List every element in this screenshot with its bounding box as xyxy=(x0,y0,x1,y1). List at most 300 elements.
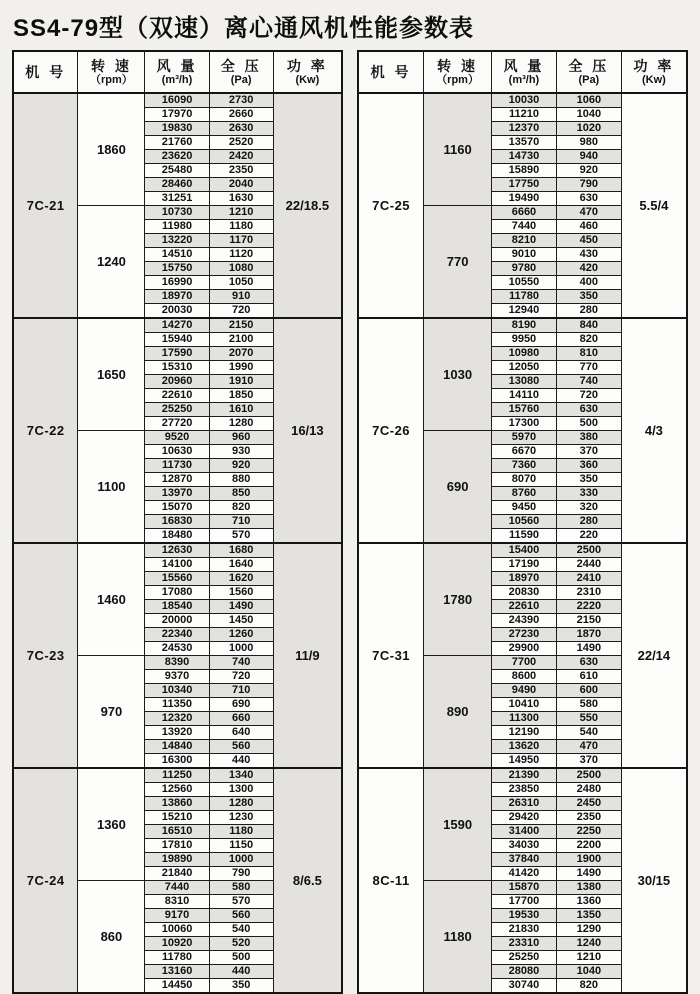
pressure-cell: 1150 xyxy=(209,839,273,853)
flow-cell: 13160 xyxy=(145,965,209,979)
col-header-pressure xyxy=(556,51,621,93)
flow-cell: 10730 xyxy=(145,206,209,220)
pressure-cell: 370 xyxy=(556,445,621,459)
pressure-cell: 1260 xyxy=(209,628,273,642)
flow-cell: 15400 xyxy=(492,543,557,558)
flow-cell: 17970 xyxy=(145,108,209,122)
rpm-cell: 1100 xyxy=(78,431,145,544)
model-cell: 7C-24 xyxy=(13,768,78,993)
flow-cell: 22610 xyxy=(492,600,557,614)
flow-cell: 7440 xyxy=(145,881,209,895)
rpm-cell: 970 xyxy=(78,656,145,769)
flow-cell: 25480 xyxy=(145,164,209,178)
flow-cell: 14730 xyxy=(492,150,557,164)
pressure-cell: 2440 xyxy=(556,558,621,572)
flow-cell: 13570 xyxy=(492,136,557,150)
pressure-cell: 2220 xyxy=(556,600,621,614)
pressure-cell: 1560 xyxy=(209,586,273,600)
model-cell: 7C-21 xyxy=(13,93,78,318)
flow-cell: 19890 xyxy=(145,853,209,867)
flow-cell: 21390 xyxy=(492,768,557,783)
col-header-rpm xyxy=(424,51,492,93)
flow-cell: 8760 xyxy=(492,487,557,501)
rpm-cell: 890 xyxy=(424,656,492,769)
col-header-pressure xyxy=(209,51,273,93)
flow-cell: 15760 xyxy=(492,403,557,417)
pressure-cell: 400 xyxy=(556,276,621,290)
pressure-cell: 2500 xyxy=(556,543,621,558)
flow-cell: 6660 xyxy=(492,206,557,220)
rpm-cell: 1030 xyxy=(424,318,492,431)
pressure-cell: 850 xyxy=(209,487,273,501)
pressure-cell: 1080 xyxy=(209,262,273,276)
flow-cell: 12940 xyxy=(492,304,557,319)
pressure-cell: 2350 xyxy=(209,164,273,178)
flow-cell: 41420 xyxy=(492,867,557,881)
pressure-cell: 460 xyxy=(556,220,621,234)
rpm-cell: 1460 xyxy=(78,543,145,656)
flow-cell: 10550 xyxy=(492,276,557,290)
model-cell: 7C-26 xyxy=(358,318,424,543)
flow-cell: 18970 xyxy=(145,290,209,304)
rpm-cell: 690 xyxy=(424,431,492,544)
pressure-cell: 350 xyxy=(209,979,273,994)
flow-cell: 16990 xyxy=(145,276,209,290)
flow-cell: 24390 xyxy=(492,614,557,628)
tables-container xyxy=(0,50,700,994)
power-cell: 22/14 xyxy=(621,543,687,768)
pressure-cell: 1210 xyxy=(556,951,621,965)
flow-cell: 24530 xyxy=(145,642,209,656)
model-cell: 7C-25 xyxy=(358,93,424,318)
col-header-flow-unit: (m³/h) xyxy=(508,74,540,86)
flow-cell: 10980 xyxy=(492,347,557,361)
col-header-flow-label: 风 量 xyxy=(503,58,545,74)
pressure-cell: 380 xyxy=(556,431,621,445)
flow-cell: 9520 xyxy=(145,431,209,445)
pressure-cell: 470 xyxy=(556,740,621,754)
flow-cell: 6670 xyxy=(492,445,557,459)
pressure-cell: 500 xyxy=(209,951,273,965)
pressure-cell: 2500 xyxy=(556,768,621,783)
pressure-cell: 1490 xyxy=(556,642,621,656)
col-header-rpm-unit: （rpm） xyxy=(90,74,133,86)
flow-cell: 11590 xyxy=(492,529,557,544)
flow-cell: 10560 xyxy=(492,515,557,529)
flow-cell: 18970 xyxy=(492,572,557,586)
flow-cell: 7360 xyxy=(492,459,557,473)
pressure-cell: 2100 xyxy=(209,333,273,347)
flow-cell: 14110 xyxy=(492,389,557,403)
pressure-cell: 1210 xyxy=(209,206,273,220)
flow-cell: 17080 xyxy=(145,586,209,600)
flow-cell: 12050 xyxy=(492,361,557,375)
flow-cell: 11300 xyxy=(492,712,557,726)
flow-cell: 20030 xyxy=(145,304,209,319)
flow-cell: 20000 xyxy=(145,614,209,628)
col-header-flow-label: 风 量 xyxy=(156,58,198,74)
flow-cell: 20960 xyxy=(145,375,209,389)
power-cell: 11/9 xyxy=(273,543,342,768)
flow-cell: 26310 xyxy=(492,797,557,811)
flow-cell: 17300 xyxy=(492,417,557,431)
flow-cell: 17700 xyxy=(492,895,557,909)
pressure-cell: 2250 xyxy=(556,825,621,839)
col-header-model xyxy=(358,51,424,93)
pressure-cell: 1180 xyxy=(209,220,273,234)
flow-cell: 20830 xyxy=(492,586,557,600)
flow-cell: 9450 xyxy=(492,501,557,515)
flow-cell: 10030 xyxy=(492,93,557,108)
table-row xyxy=(13,543,342,558)
pressure-cell: 660 xyxy=(209,712,273,726)
flow-cell: 10060 xyxy=(145,923,209,937)
flow-cell: 15310 xyxy=(145,361,209,375)
col-header-model-label: 机 号 xyxy=(370,64,412,80)
pressure-cell: 1680 xyxy=(209,543,273,558)
flow-cell: 12870 xyxy=(145,473,209,487)
pressure-cell: 740 xyxy=(556,375,621,389)
flow-cell: 8390 xyxy=(145,656,209,670)
model-cell: 7C-22 xyxy=(13,318,78,543)
pressure-cell: 1240 xyxy=(556,937,621,951)
model-cell: 8C-11 xyxy=(358,768,424,993)
pressure-cell: 350 xyxy=(556,290,621,304)
pressure-cell: 2630 xyxy=(209,122,273,136)
pressure-cell: 1490 xyxy=(209,600,273,614)
pressure-cell: 1900 xyxy=(556,853,621,867)
flow-cell: 12370 xyxy=(492,122,557,136)
pressure-cell: 1020 xyxy=(556,122,621,136)
flow-cell: 9490 xyxy=(492,684,557,698)
pressure-cell: 910 xyxy=(209,290,273,304)
flow-cell: 11780 xyxy=(145,951,209,965)
pressure-cell: 810 xyxy=(556,347,621,361)
flow-cell: 27720 xyxy=(145,417,209,431)
flow-cell: 17590 xyxy=(145,347,209,361)
flow-cell: 13920 xyxy=(145,726,209,740)
pressure-cell: 2480 xyxy=(556,783,621,797)
pressure-cell: 840 xyxy=(556,318,621,333)
pressure-cell: 430 xyxy=(556,248,621,262)
col-header-model xyxy=(13,51,78,93)
flow-cell: 11780 xyxy=(492,290,557,304)
pressure-cell: 1040 xyxy=(556,965,621,979)
flow-cell: 13220 xyxy=(145,234,209,248)
flow-cell: 10630 xyxy=(145,445,209,459)
flow-cell: 16090 xyxy=(145,93,209,108)
col-header-power xyxy=(621,51,687,93)
flow-cell: 13860 xyxy=(145,797,209,811)
pressure-cell: 630 xyxy=(556,192,621,206)
col-header-rpm xyxy=(78,51,145,93)
flow-cell: 11350 xyxy=(145,698,209,712)
flow-cell: 13620 xyxy=(492,740,557,754)
rpm-cell: 1860 xyxy=(78,93,145,206)
pressure-cell: 220 xyxy=(556,529,621,544)
flow-cell: 8190 xyxy=(492,318,557,333)
flow-cell: 11210 xyxy=(492,108,557,122)
pressure-cell: 1180 xyxy=(209,825,273,839)
flow-cell: 14950 xyxy=(492,754,557,769)
pressure-cell: 2660 xyxy=(209,108,273,122)
col-header-pressure-unit: (Pa) xyxy=(578,74,600,86)
flow-cell: 15750 xyxy=(145,262,209,276)
flow-cell: 10340 xyxy=(145,684,209,698)
flow-cell: 31251 xyxy=(145,192,209,206)
flow-cell: 18480 xyxy=(145,529,209,544)
flow-cell: 14270 xyxy=(145,318,209,333)
fan-spec-table-right xyxy=(357,50,688,994)
pressure-cell: 1300 xyxy=(209,783,273,797)
pressure-cell: 2450 xyxy=(556,797,621,811)
table-row xyxy=(13,93,342,108)
flow-cell: 17750 xyxy=(492,178,557,192)
flow-cell: 15940 xyxy=(145,333,209,347)
flow-cell: 19830 xyxy=(145,122,209,136)
col-header-power-unit: (Kw) xyxy=(641,74,666,86)
power-cell: 4/3 xyxy=(621,318,687,543)
flow-cell: 9010 xyxy=(492,248,557,262)
flow-cell: 22610 xyxy=(145,389,209,403)
flow-cell: 15560 xyxy=(145,572,209,586)
pressure-cell: 1630 xyxy=(209,192,273,206)
flow-cell: 16510 xyxy=(145,825,209,839)
pressure-cell: 920 xyxy=(556,164,621,178)
pressure-cell: 610 xyxy=(556,670,621,684)
flow-cell: 19530 xyxy=(492,909,557,923)
flow-cell: 16830 xyxy=(145,515,209,529)
pressure-cell: 450 xyxy=(556,234,621,248)
col-header-power-label: 功 率 xyxy=(633,58,675,74)
power-cell: 22/18.5 xyxy=(273,93,342,318)
flow-cell: 27230 xyxy=(492,628,557,642)
pressure-cell: 560 xyxy=(209,740,273,754)
pressure-cell: 2040 xyxy=(209,178,273,192)
pressure-cell: 2730 xyxy=(209,93,273,108)
pressure-cell: 1620 xyxy=(209,572,273,586)
pressure-cell: 540 xyxy=(556,726,621,740)
pressure-cell: 1280 xyxy=(209,797,273,811)
table-row xyxy=(358,93,687,108)
col-header-flow xyxy=(145,51,209,93)
page-title: SS4-79型（双速）离心通风机性能参数表 xyxy=(13,15,475,42)
flow-cell: 21760 xyxy=(145,136,209,150)
flow-cell: 5970 xyxy=(492,431,557,445)
pressure-cell: 960 xyxy=(209,431,273,445)
pressure-cell: 1990 xyxy=(209,361,273,375)
pressure-cell: 1640 xyxy=(209,558,273,572)
pressure-cell: 820 xyxy=(556,333,621,347)
flow-cell: 25250 xyxy=(145,403,209,417)
flow-cell: 28080 xyxy=(492,965,557,979)
pressure-cell: 1000 xyxy=(209,853,273,867)
col-header-flow xyxy=(492,51,557,93)
pressure-cell: 690 xyxy=(209,698,273,712)
flow-cell: 8210 xyxy=(492,234,557,248)
flow-cell: 10920 xyxy=(145,937,209,951)
pressure-cell: 1040 xyxy=(556,108,621,122)
pressure-cell: 710 xyxy=(209,684,273,698)
rpm-cell: 1650 xyxy=(78,318,145,431)
flow-cell: 29900 xyxy=(492,642,557,656)
pressure-cell: 280 xyxy=(556,515,621,529)
pressure-cell: 470 xyxy=(556,206,621,220)
flow-cell: 13080 xyxy=(492,375,557,389)
flow-cell: 14450 xyxy=(145,979,209,994)
pressure-cell: 790 xyxy=(209,867,273,881)
flow-cell: 23310 xyxy=(492,937,557,951)
flow-cell: 21840 xyxy=(145,867,209,881)
pressure-cell: 570 xyxy=(209,895,273,909)
flow-cell: 8600 xyxy=(492,670,557,684)
col-header-rpm-label: 转 速 xyxy=(90,58,132,74)
rpm-cell: 1160 xyxy=(424,93,492,206)
pressure-cell: 1280 xyxy=(209,417,273,431)
pressure-cell: 330 xyxy=(556,487,621,501)
pressure-cell: 370 xyxy=(556,754,621,769)
pressure-cell: 500 xyxy=(556,417,621,431)
rpm-cell: 770 xyxy=(424,206,492,319)
pressure-cell: 550 xyxy=(556,712,621,726)
pressure-cell: 2520 xyxy=(209,136,273,150)
pressure-cell: 540 xyxy=(209,923,273,937)
pressure-cell: 980 xyxy=(556,136,621,150)
flow-cell: 14100 xyxy=(145,558,209,572)
flow-cell: 12190 xyxy=(492,726,557,740)
power-cell: 30/15 xyxy=(621,768,687,993)
flow-cell: 12630 xyxy=(145,543,209,558)
flow-cell: 16300 xyxy=(145,754,209,769)
pressure-cell: 1910 xyxy=(209,375,273,389)
pressure-cell: 420 xyxy=(556,262,621,276)
flow-cell: 37840 xyxy=(492,853,557,867)
table-row xyxy=(13,768,342,783)
flow-cell: 9950 xyxy=(492,333,557,347)
pressure-cell: 280 xyxy=(556,304,621,319)
pressure-cell: 940 xyxy=(556,150,621,164)
pressure-cell: 2200 xyxy=(556,839,621,853)
pressure-cell: 2310 xyxy=(556,586,621,600)
col-header-power-label: 功 率 xyxy=(286,58,328,74)
pressure-cell: 440 xyxy=(209,754,273,769)
flow-cell: 22340 xyxy=(145,628,209,642)
rpm-cell: 1780 xyxy=(424,543,492,656)
table-row xyxy=(358,768,687,783)
flow-cell: 14510 xyxy=(145,248,209,262)
pressure-cell: 600 xyxy=(556,684,621,698)
flow-cell: 34030 xyxy=(492,839,557,853)
flow-cell: 18540 xyxy=(145,600,209,614)
flow-cell: 8310 xyxy=(145,895,209,909)
col-header-rpm-label: 转 速 xyxy=(437,58,479,74)
pressure-cell: 720 xyxy=(209,304,273,319)
flow-cell: 12560 xyxy=(145,783,209,797)
flow-cell: 9370 xyxy=(145,670,209,684)
flow-cell: 15870 xyxy=(492,881,557,895)
pressure-cell: 1120 xyxy=(209,248,273,262)
pressure-cell: 2150 xyxy=(556,614,621,628)
pressure-cell: 1000 xyxy=(209,642,273,656)
pressure-cell: 720 xyxy=(209,670,273,684)
pressure-cell: 880 xyxy=(209,473,273,487)
pressure-cell: 360 xyxy=(556,459,621,473)
fan-spec-table-left xyxy=(12,50,343,994)
pressure-cell: 770 xyxy=(556,361,621,375)
col-header-pressure-unit: (Pa) xyxy=(230,74,252,86)
pressure-cell: 820 xyxy=(556,979,621,994)
flow-cell: 28460 xyxy=(145,178,209,192)
flow-cell: 9170 xyxy=(145,909,209,923)
rpm-cell: 1180 xyxy=(424,881,492,994)
pressure-cell: 1490 xyxy=(556,867,621,881)
pressure-cell: 1610 xyxy=(209,403,273,417)
pressure-cell: 560 xyxy=(209,909,273,923)
pressure-cell: 630 xyxy=(556,656,621,670)
pressure-cell: 570 xyxy=(209,529,273,544)
pressure-cell: 440 xyxy=(209,965,273,979)
flow-cell: 19490 xyxy=(492,192,557,206)
flow-cell: 11730 xyxy=(145,459,209,473)
rpm-cell: 1590 xyxy=(424,768,492,881)
col-header-power xyxy=(273,51,342,93)
rpm-cell: 860 xyxy=(78,881,145,994)
table-row xyxy=(358,318,687,333)
col-header-flow-unit: (m³/h) xyxy=(161,74,193,86)
pressure-cell: 1850 xyxy=(209,389,273,403)
flow-cell: 13970 xyxy=(145,487,209,501)
flow-cell: 11980 xyxy=(145,220,209,234)
power-cell: 5.5/4 xyxy=(621,93,687,318)
pressure-cell: 1170 xyxy=(209,234,273,248)
flow-cell: 10410 xyxy=(492,698,557,712)
flow-cell: 17810 xyxy=(145,839,209,853)
power-cell: 8/6.5 xyxy=(273,768,342,993)
pressure-cell: 1380 xyxy=(556,881,621,895)
pressure-cell: 1340 xyxy=(209,768,273,783)
pressure-cell: 1450 xyxy=(209,614,273,628)
pressure-cell: 1050 xyxy=(209,276,273,290)
flow-cell: 8070 xyxy=(492,473,557,487)
table-row xyxy=(358,543,687,558)
pressure-cell: 790 xyxy=(556,178,621,192)
flow-cell: 25250 xyxy=(492,951,557,965)
flow-cell: 7700 xyxy=(492,656,557,670)
pressure-cell: 2420 xyxy=(209,150,273,164)
pressure-cell: 580 xyxy=(556,698,621,712)
pressure-cell: 630 xyxy=(556,403,621,417)
pressure-cell: 920 xyxy=(209,459,273,473)
pressure-cell: 2350 xyxy=(556,811,621,825)
pressure-cell: 1060 xyxy=(556,93,621,108)
flow-cell: 29420 xyxy=(492,811,557,825)
flow-cell: 15210 xyxy=(145,811,209,825)
flow-cell: 11250 xyxy=(145,768,209,783)
col-header-rpm-unit: （rpm） xyxy=(436,74,479,86)
col-header-power-unit: (Kw) xyxy=(295,74,320,86)
table-row xyxy=(13,318,342,333)
pressure-cell: 710 xyxy=(209,515,273,529)
flow-cell: 31400 xyxy=(492,825,557,839)
pressure-cell: 2150 xyxy=(209,318,273,333)
flow-cell: 7440 xyxy=(492,220,557,234)
col-header-pressure-label: 全 压 xyxy=(220,58,262,74)
flow-cell: 23850 xyxy=(492,783,557,797)
col-header-pressure-label: 全 压 xyxy=(568,58,610,74)
pressure-cell: 720 xyxy=(556,389,621,403)
pressure-cell: 320 xyxy=(556,501,621,515)
pressure-cell: 1360 xyxy=(556,895,621,909)
